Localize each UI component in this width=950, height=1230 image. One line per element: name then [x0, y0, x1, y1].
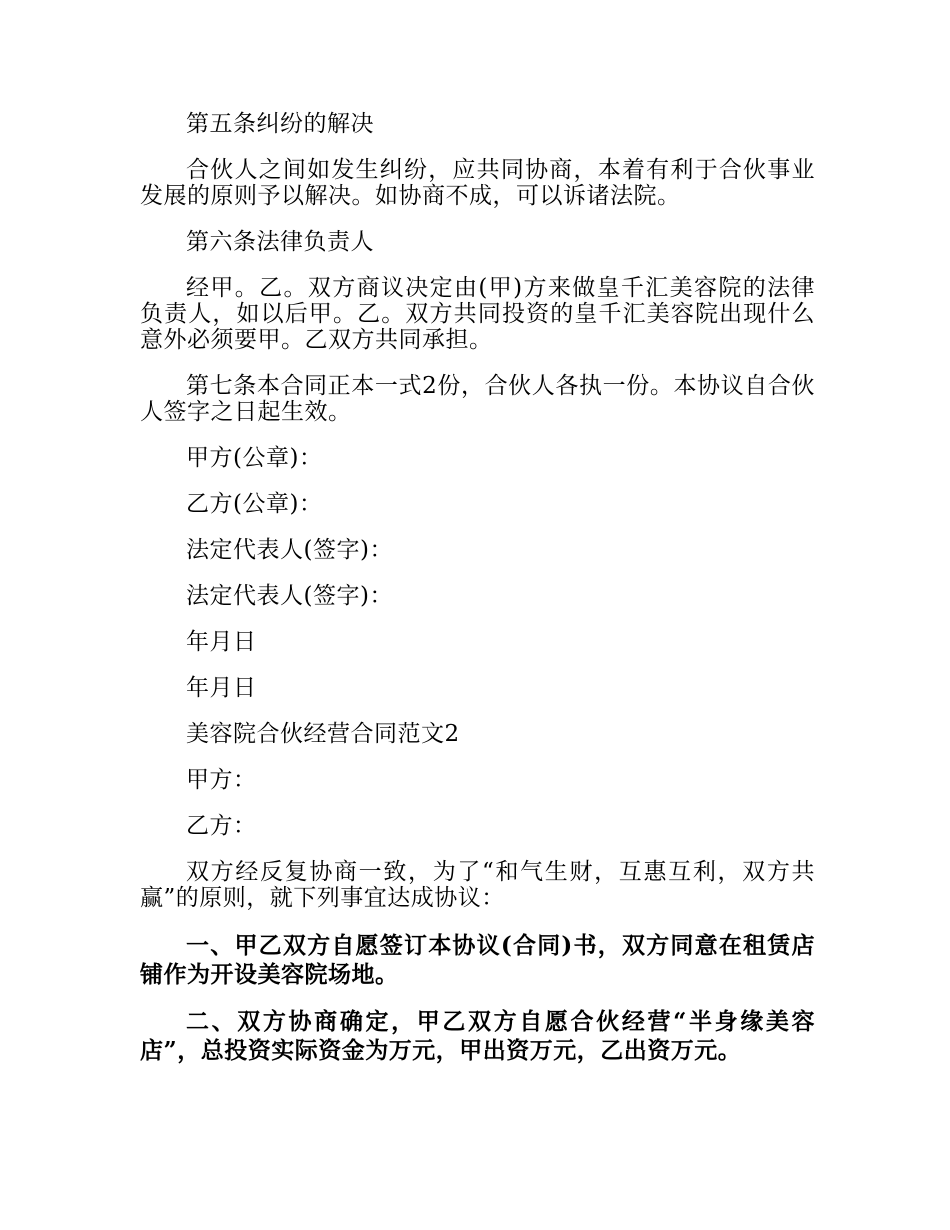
contract-2-clause-2: 二、双方协商确定，甲乙双方自愿合伙经营“半身缘美容店”，总投资实际资金为万元，甲出资万元，乙出资万元。 [140, 1008, 815, 1064]
date-line-a: 年月日 [186, 629, 257, 655]
article-6-body: 经甲。乙。双方商议决定由(甲)方来做皇千汇美容院的法律负责人，如以后甲。乙。双方共同投资的皇千汇美容院出现什么意外必须要甲。乙双方共同承担。 [140, 275, 815, 353]
legal-rep-signature-line-b: 法定代表人(签字)： [186, 583, 393, 609]
contract-2-title: 美容院合伙经营合同范文2 [186, 721, 460, 747]
article-7-body: 第七条本合同正本一式2份，合伙人各执一份。本协议自合伙人签字之日起生效。 [140, 373, 815, 425]
contract-2-party-a: 甲方： [186, 767, 257, 793]
article-5-body: 合伙人之间如发生纠纷，应共同协商，本着有利于合伙事业发展的原则予以解决。如协商不成，可以诉诸法院。 [140, 157, 815, 209]
contract-2-party-b: 乙方： [186, 813, 257, 839]
contract-2-preamble: 双方经反复协商一致，为了“和气生财，互惠互利，双方共赢”的原则，就下列事宜达成协议： [140, 859, 815, 911]
contract-2-clause-1: 一、甲乙双方自愿签订本协议(合同)书，双方同意在租赁店铺作为开设美容院场地。 [140, 932, 815, 988]
party-b-seal-line: 乙方(公章)： [186, 491, 323, 517]
date-line-b: 年月日 [186, 675, 257, 701]
article-5-heading: 第五条纠纷的解决 [186, 111, 374, 137]
legal-rep-signature-line-a: 法定代表人(签字)： [186, 537, 393, 563]
party-a-seal-line: 甲方(公章)： [186, 445, 323, 471]
article-6-heading: 第六条法律负责人 [186, 229, 374, 255]
document-page [140, 111, 815, 1083]
